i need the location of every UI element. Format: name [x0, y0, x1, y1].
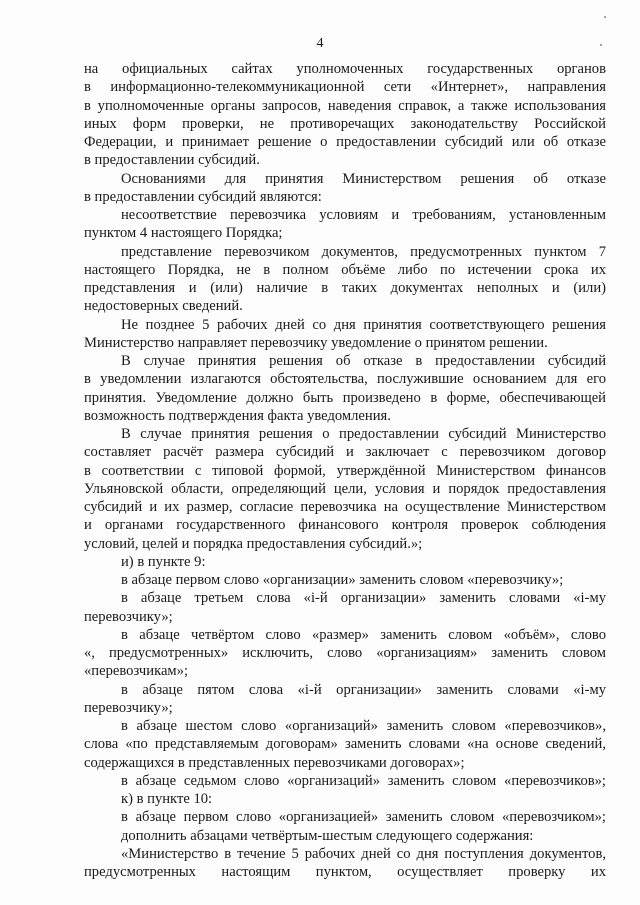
text-line: пунктом 4 настоящего Порядка;: [84, 225, 283, 242]
text-line: возможность подтверждения факта уведомления.: [84, 407, 391, 424]
text-line: в абзаце шестом слово «организаций» заменить словом «перевозчиков»,: [121, 718, 606, 734]
text-line: в абзаце первом слово «организации» заменить словом «перевозчику»;: [121, 572, 564, 588]
text-line: недостоверных сведений.: [84, 298, 243, 315]
text-line: в информационно-телекоммуникационной сети «Интернет», направления: [84, 79, 606, 96]
text-line: в предоставлении субсидий являются:: [84, 188, 322, 205]
text-line: содержащихся в представленных перевозчиками договорах»;: [84, 754, 465, 771]
text-line: в предоставлении субсидий.: [84, 152, 260, 169]
text-line: и) в пункте 9:: [121, 553, 206, 570]
text-line: представление перевозчиком документов, предусмотренных пунктом 7: [121, 243, 606, 260]
text-line: и органами государственного финансового контроля проверок соблюдения: [84, 517, 606, 534]
page-number: 4: [316, 36, 324, 51]
text-line: Ульяновской области, определяющий цели, условия и порядок предоставления: [84, 480, 606, 497]
text-line: в соответствии с типовой формой, утверждённой Министерством финансов: [84, 462, 606, 479]
scan-speck: [600, 44, 602, 46]
text-line: к) в пункте 10:: [121, 791, 213, 807]
text-line: Федерации, и принимает решение о предоставлении субсидий или об отказе: [84, 134, 606, 150]
text-line: дополнить абзацами четвёртым-шестым следующего содержания:: [121, 827, 534, 844]
text-line: в абзаце седьмом слово «организаций» заменить словом «перевозчиков»;: [121, 772, 606, 789]
text-line: иных форм проверки, не противоречащих законодательству Российской: [84, 115, 606, 132]
text-line: субсидий и их размер, согласие перевозчика на осуществление Министерством: [84, 499, 606, 515]
text-line: в уведомлении излагаются обстоятельства, послужившие основанием для его: [84, 371, 606, 388]
text-line: Основаниями для принятия Министерством решения об отказе: [121, 170, 606, 187]
text-line: Не позднее 5 рабочих дней со дня принятия соответствующего решения: [121, 316, 606, 333]
text-line: условий, целей и порядка предоставления субсидий.»;: [84, 535, 423, 552]
text-line: составляет расчёт размера субсидий и заключает с перевозчиком договор: [84, 444, 606, 461]
document-body: [84, 60, 606, 881]
text-line: в абзаце третьем слова «i-й организации» заменить словами «i-му: [121, 590, 606, 607]
text-line: принятия. Уведомление должно быть произведено в форме, обеспечивающей: [84, 389, 606, 406]
text-line: предусмотренных настоящим пунктом, осуществляет проверку их: [84, 864, 606, 880]
text-line: слова «по представляемым договорам» заменить словами «на основе сведений,: [84, 736, 606, 753]
text-line: «, предусмотренных» исключить, слово «организациям» заменить словом: [84, 645, 606, 661]
text-line: Министерство направляет перевозчику уведомление о принятом решении.: [84, 334, 548, 351]
text-line: «Министерство в течение 5 рабочих дней со дня поступления документов,: [121, 845, 606, 862]
text-line: в абзаце первом слово «организацией» заменить словом «перевозчиком»;: [121, 809, 606, 826]
text-line: перевозчику»;: [84, 699, 173, 716]
text-line: настоящего Порядка, не в полном объёме либо по истечении срока их: [84, 261, 606, 278]
text-line: на официальных сайтах уполномоченных государственных органов: [84, 61, 606, 77]
text-line: В случае принятия решения о предоставлении субсидий Министерство: [121, 426, 606, 442]
text-line: представления и (или) наличие в таких документах неполных и (или): [84, 280, 606, 296]
text-line: в абзаце четвёртом слово «размер» заменить словом «объём», слово: [121, 626, 606, 643]
text-line: несоответствие перевозчика условиям и требованиям, установленным: [121, 207, 606, 223]
text-line: «перевозчикам»;: [84, 663, 189, 680]
scan-speck: [604, 16, 606, 18]
text-line: перевозчику»;: [84, 608, 173, 625]
text-line: в уполномоченные органы запросов, наведения справок, а также использования: [84, 97, 606, 114]
text-line: в абзаце пятом слова «i-й организации» заменить словами «i-му: [121, 681, 606, 698]
text-line: В случае принятия решения об отказе в предоставлении субсидий: [121, 353, 606, 369]
